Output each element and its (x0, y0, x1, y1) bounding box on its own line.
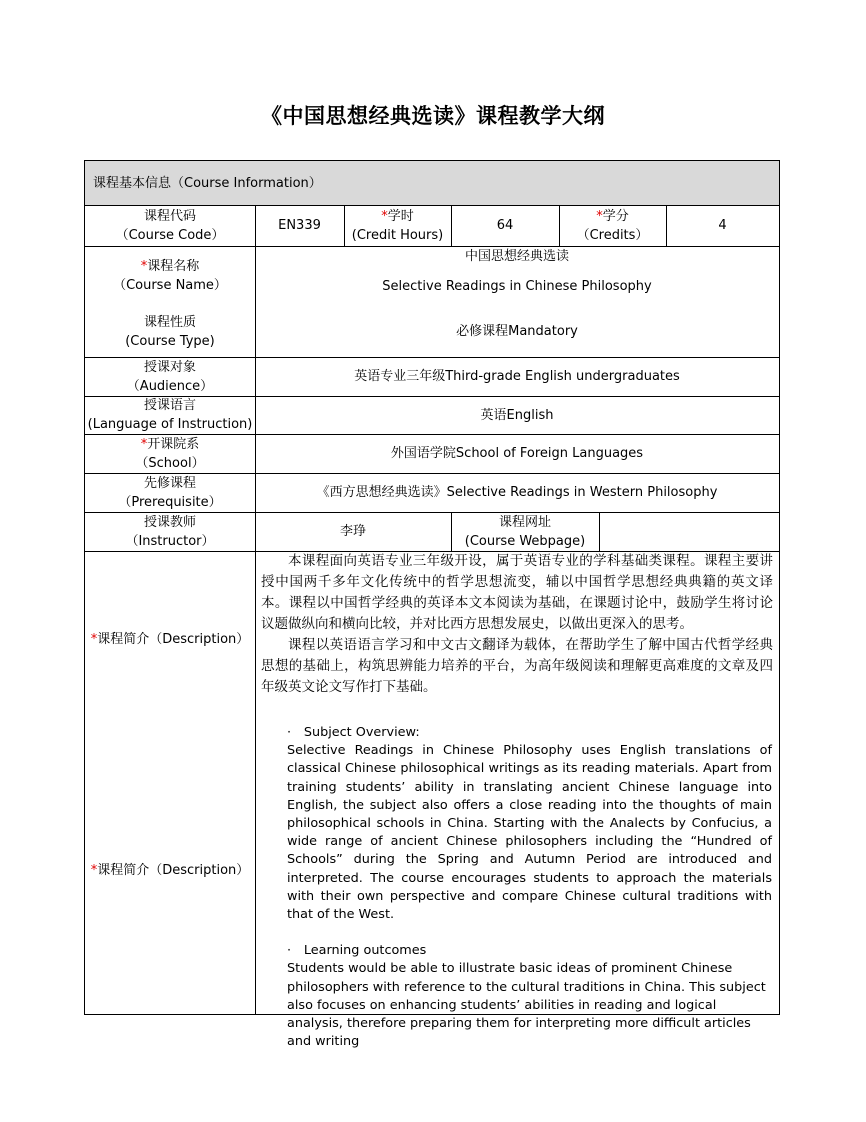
section-header: 课程基本信息（Course Information） (85, 161, 779, 205)
description-cn-para2: 课程以英语语言学习和中文古文翻译为载体，在帮助学生了解中国古代哲学经典思想的基础上，构筑思辨能力培养的平台，为高年级阅读和理解更高难度的文章及四年级英文论文写作打下基础。 (261, 637, 773, 695)
course-name-label: *课程名称 （Course Name） (113, 259, 227, 293)
language-value: 英语English (480, 407, 554, 423)
course-type-value: 必修课程Mandatory (456, 324, 578, 339)
description-cn-label: *课程简介（Description） (90, 631, 250, 647)
language-label: 授课语言 (Language of Instruction) (87, 398, 253, 432)
webpage-label: 课程网址 (Course Webpage) (464, 514, 586, 549)
prerequisite-label: 先修课程 （Prerequisite） (118, 475, 222, 510)
school-label: *开课院系 （School） (135, 436, 205, 471)
outcomes-text: Students would be able to illustrate basic ideas of prominent Chinese philosophers with reference to the cultural traditions in China. This subject also focuses on enhancing students’ abilities in reading and logical analysis, therefore preparing them for interpreting more difficult articles and writing (287, 961, 766, 1050)
outcomes-heading: · Learning outcomes (287, 943, 427, 959)
description-en-label: *课程简介（Description） (90, 863, 250, 878)
description-cn-text (261, 551, 773, 698)
course-code-value: EN339 (278, 218, 321, 233)
course-code-label: 课程代码 （Course Code） (115, 208, 225, 243)
description-cn-para1: 本课程面向英语专业三年级开设，属于英语专业的学科基础类课程。课程主要讲授中国两千多年文化传统中的哲学思想流变，辅以中国哲学思想经典典籍的英文译本。课程以中国哲学经典的英译本文本阅读为基础，在课题讨论中，鼓励学生将讨论议题做纵向和横向比较，并对比西方思想发展史，以做出更深入的思考。 (261, 553, 773, 632)
course-type-label: 课程性质 (Course Type) (125, 314, 215, 349)
instructor-value: 李琤 (339, 524, 366, 539)
audience-label: 授课对象 （Audience） (126, 359, 214, 394)
course-info-table (84, 160, 780, 1050)
page-title: 《中国思想经典选读》课程教学大纲 (261, 104, 605, 128)
course-name-cn: 中国思想经典选读 (464, 248, 569, 264)
webpage-value[interactable] (599, 512, 779, 551)
overview-heading: · Subject Overview: (287, 725, 420, 740)
prerequisite-value: 《西方思想经典选读》Selective Readings in Western Philosophy (316, 485, 718, 500)
overview-text: Selective Readings in Chinese Philosophy uses English translations of classical Chinese philosophical writings as its reading materials. Apart from training students’ ability in translating ancient Chinese language into English, the subject also offers a close reading into the thoughts of main philosophical schools in China. Starting with the Analects by Confucius, a wide range of ancient Chinese philosophers including the “Hundred of Schools” during the Spring and Autumn Period are introduced and interpreted. The course encourages students to approach the materials with their own perspective and compare Chinese cultural traditions with that of the West. (287, 743, 772, 923)
credit-hours-value: 64 (496, 218, 514, 233)
credit-hours-label: *学时 (Credit Hours) (351, 208, 444, 243)
credits-value: 4 (718, 218, 727, 233)
credits-label: *学分 （Credits） (576, 208, 649, 243)
school-value: 外国语学院School of Foreign Languages (390, 446, 644, 461)
audience-value: 英语专业三年级Third-grade English undergraduates (354, 369, 680, 384)
course-name-en: Selective Readings in Chinese Philosophy (382, 278, 652, 294)
description-en-text (287, 724, 772, 1051)
instructor-label: 授课教师 （Instructor） (125, 514, 215, 549)
